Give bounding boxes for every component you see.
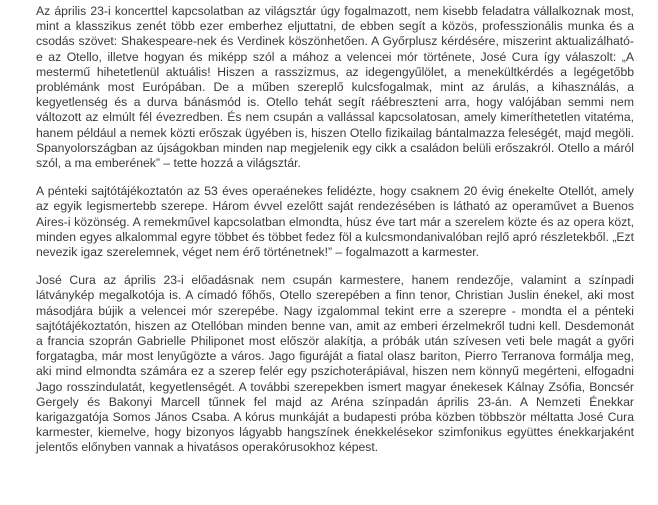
article-paragraph: Az április 23-i koncerttel kapcsolatban az világsztár úgy fogalmazott, nem kisebb feladatra vállalkoznak most, mint a klasszikus zenét több ezer emberhez eljuttatni, de ebben segít a közös, professzionális munka és a csodás szövet: Shakespeare-nek és Verdinek köszönhetően. A Győrplusz kérdésére, miszerint aktualizálható-e az Otello, illetve hogyan és miképp szól a mához a velencei mór története, José Cura így válaszolt: „A mestermű hihetetlenül aktuális! Hiszen a rasszizmus, az idegengyűlölet, a menekültkérdés a legégetőbb problémánk most Európában. De a műben szereplő kulcsfogalmak, mint az árulás, a kihasználás, a kegyetlenség és a durva bánásmód is. Otello tehát segít ráébreszteni arra, hogy valójában semmi nem változott az elmúlt fél évezredben. És nem csupán a vallással kapcsolatosan, amely kimeríthetetlen vitatéma, hanem például a nemek közti erőszak ügyében is, hiszen Otello fizikailag bántalmazza feleségét, majd megöli. Spanyolországban az újságokban minden nap megjelenik egy cikk a családon belüli erőszakról. Otello a máról szól, a ma emberének” – tette hozzá a világsztár. — [36, 4, 634, 171]
article-paragraph: A pénteki sajtótájékoztatón az 53 éves operaénekes felidézte, hogy csaknem 20 évig énekelte Otellót, amely az egyik legismertebb szerepe. Három évvel ezelőtt saját rendezésében is látható az operaművet a Buenos Aires-i közönség. A remekművel kapcsolatban elmondta, húsz éve tart már a szerelem közte és az opera közt, minden egyes alkalommal egyre többet és többet fedez föl a kulcsmondanivalóban rejlő apró részletekből. „Ezt nevezik igaz szerelemnek, véget nem érő történetnek!” – fogalmazott a karmester. — [36, 184, 634, 260]
article-body — [36, 4, 634, 469]
article-paragraph: José Cura az április 23-i előadásnak nem csupán karmestere, hanem rendezője, valamint a színpadi látványkép megalkotója is. A címadó főhős, Otello szerepében a finn tenor, Christian Juslin énekel, aki most másodjára bújik a velencei mór szerepébe. Nagy izgalommal tekint erre a szerepre - mondta el a pénteki sajtótájékoztatón, hiszen az Otellóban minden benne van, amit az emberi érzelmekről tudni kell. Desdemonát a francia szoprán Gabrielle Philiponet most először alakítja, a próbák után szívesen veti bele magát a győri forgatagba, már most lenyűgözte a város. Jago figuráját a fiatal olasz bariton, Pierro Terranova formálja meg, aki mind elmondta számára ez a szerep felér egy pszichoterápiával, hiszen nem könnyű megérteni, elfogadni Jago rosszindulatát, kegyetlenségét. A további szerepekben ismert magyar énekesek Kálnay Zsófia, Boncsér Gergely és Bakonyi Marcell tűnnek fel majd az Aréna színpadán április 23-án. A Nemzeti Énekkar karigazgatója Somos János Csaba. A kórus munkáját a budapesti próba közben többször méltatta José Cura karmester, kiemelve, hogy bizonyos lágyabb hangszínek énekkelésekor szimfonikus együttes énekkarjaként jelentős előnyben vannak a hivatásos operakórusokhoz képest. — [36, 273, 634, 455]
